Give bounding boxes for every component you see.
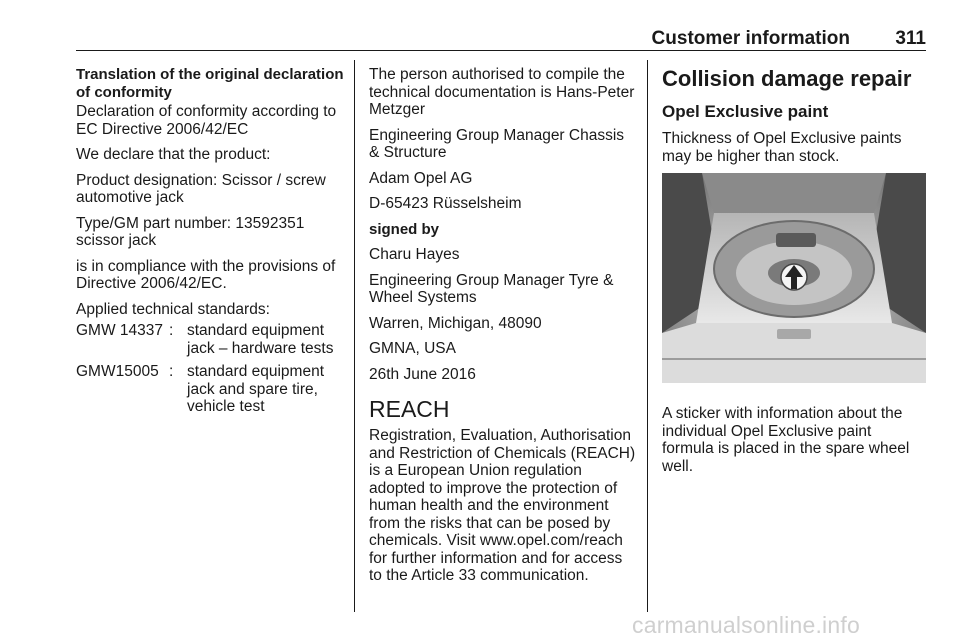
signatory-paragraph: Engineering Group Manager Tyre & Wheel Systems <box>369 271 614 306</box>
spare-wheel-well-illustration <box>662 173 926 383</box>
column-divider-2 <box>647 60 648 612</box>
column-3 <box>662 66 926 483</box>
standards-label: Applied technical standards: <box>76 300 270 318</box>
standard-separator: : <box>169 322 174 339</box>
standard-separator: : <box>169 363 174 380</box>
table-row <box>76 322 344 363</box>
standards-table <box>76 322 344 422</box>
signed-by-label: signed by <box>369 220 440 238</box>
sticker-paragraph: A sticker with information about the individual Opel Exclusive paint formula is placed in the spare wheel well. <box>662 405 910 475</box>
column-1 <box>76 66 344 422</box>
documentation-paragraph: Engineering Group Manager Chassis & Structure <box>369 126 625 161</box>
reach-heading: REACH <box>369 396 450 422</box>
signatory-paragraph: GMNA, USA <box>369 340 456 357</box>
watermark: carmanualsonline.info <box>632 612 860 638</box>
standard-description: standard equipment jack – hardware tests <box>187 322 334 357</box>
collision-repair-heading: Collision damage repair <box>662 66 912 91</box>
standard-code: GMW 14337 <box>76 322 164 339</box>
declaration-paragraph: Type/GM part number: 13592351 scissor jack <box>76 214 305 249</box>
column-2 <box>369 66 637 593</box>
page-number: 311 <box>895 28 926 49</box>
documentation-paragraph: Adam Opel AG <box>369 169 473 187</box>
exclusive-paint-subheading: Opel Exclusive paint <box>662 102 829 121</box>
documentation-paragraph: D-65423 Rüsselsheim <box>369 195 522 212</box>
paint-paragraph: Thickness of Opel Exclusive paints may be higher than stock. <box>662 130 902 165</box>
standard-code: GMW15005 <box>76 363 159 380</box>
declaration-paragraph: Product designation: Scissor / screw automotive jack <box>76 171 326 206</box>
page-header-title: Customer information <box>651 28 850 49</box>
declaration-heading: Translation of the original declaration of conformity <box>76 66 344 101</box>
signatory-paragraph: 26th June 2016 <box>369 365 476 383</box>
declaration-paragraph: is in compliance with the provisions of Directive 2006/42/EC. <box>76 257 336 292</box>
column-divider-1 <box>354 60 355 612</box>
documentation-paragraph: The person authorised to compile the technical documentation is Hans-Peter Metzger <box>369 66 635 118</box>
declaration-paragraph: Declaration of conformity according to EC Directive 2006/42/EC <box>76 103 337 138</box>
reach-paragraph: Registration, Evaluation, Authorisation and Restriction of Chemicals (REACH) is a European Union regulation adopted to improve the protection of human health and the environment from the risks that can be posed by chemicals. Visit www.opel.com/reach for further information and for access to the Article 33 communication. <box>369 427 636 584</box>
declaration-paragraph: We declare that the product: <box>76 146 271 163</box>
signatory-paragraph: Warren, Michigan, 48090 <box>369 314 542 332</box>
table-row <box>76 363 344 422</box>
standard-description: standard equipment jack and spare tire, vehicle test <box>187 363 325 415</box>
signatory-paragraph: Charu Hayes <box>369 246 460 263</box>
header-rule <box>76 50 926 51</box>
